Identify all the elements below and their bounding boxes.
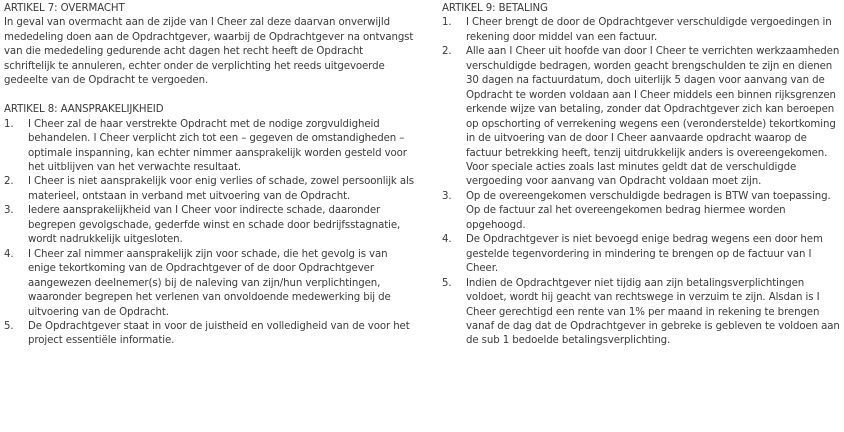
- item-number: 5.: [442, 277, 452, 289]
- item-text: I Cheer brengt de door de Opdrachtgever verschuldigde vergoedingen in rekening door middel van een factuur.: [466, 17, 832, 43]
- item-text: I Cheer zal nimmer aansprakelijk zijn voor schade, die het gevolg is van enige tekortkoming van de Opdrachtgever of de door Opdrachtgever aangewezen deelnemer(s) bij de naleving van zijn/hun verplichtingen, waaronder begrepen het verlenen van onvoldoende medewerking bij de uitvoering van de Opdracht.: [28, 248, 391, 318]
- right-column: [442, 2, 840, 349]
- item-number: 3.: [4, 205, 14, 217]
- item-number: 1.: [4, 118, 14, 130]
- article-7-heading: ARTIKEL 7: OVERMACHT: [4, 3, 125, 14]
- list-item: [442, 16, 840, 45]
- list-item: [4, 204, 414, 247]
- list-item: [442, 190, 840, 233]
- item-text: Indien de Opdrachtgever niet tijdig aan zijn betalingsverplichtingen voldoet, wordt hij geacht van rechtswege in verzuim te zijn. Alsdan is I Cheer gerechtigd een rente van 1% per maand in rekening te brengen vanaf de dag dat de Opdrachtgever in gebreke is gebleven te voldoen aan de sub 1 bedoelde betalingsverplichting.: [466, 277, 840, 347]
- item-number: 2.: [442, 46, 452, 58]
- list-item: [442, 45, 840, 190]
- left-column: [4, 2, 414, 349]
- item-text: I Cheer is niet aansprakelijk voor enig verlies of schade, zowel persoonlijk als materieel, ontstaan in verband met uitvoering van de Opdracht.: [28, 176, 414, 202]
- list-item: [442, 277, 840, 349]
- item-number: 4.: [442, 234, 452, 246]
- article-8-heading: ARTIKEL 8: AANSPRAKELIJKHEID: [4, 104, 164, 116]
- list-item: [4, 118, 414, 176]
- list-item: [4, 248, 414, 320]
- list-item: [442, 233, 840, 276]
- item-text: I Cheer zal de haar verstrekte Opdracht met de nodige zorgvuldigheid behandelen. I Cheer verplicht zich tot een – gegeven de omstandigheden – optimale inspanning, kan echter nimmer aansprakelijk worden gesteld voor het uitblijven van het verwachte resultaat.: [28, 118, 407, 173]
- item-number: 5.: [4, 320, 14, 332]
- spacer: [4, 89, 414, 103]
- article-9-heading: ARTIKEL 9: BETALING: [442, 3, 548, 14]
- item-number: 3.: [442, 190, 452, 202]
- item-number: 4.: [4, 248, 14, 260]
- item-text: De Opdrachtgever is niet bevoegd enige bedrag wegens een door hem gestelde tegenvordering in mindering te brengen op de factuur van I Cheer.: [466, 234, 823, 275]
- item-number: 2.: [4, 176, 14, 188]
- list-item: [4, 175, 414, 204]
- item-text: Op de overeengekomen verschuldigde bedragen is BTW van toepassing. Op de factuur zal het overeengekomen bedrag hiermee worden opgehoogd.: [466, 190, 831, 231]
- article-9-list: [442, 16, 840, 348]
- article-7-body: In geval van overmacht aan de zijde van I Cheer zal deze daarvan onverwijld mededeling doen aan de Opdrachtgever, waarbij de Opdrachtgever na ontvangst van die mededeling gedurende acht dagen het recht heeft de Opdracht schriftelijk te annuleren, echter onder de verplichting het reeds uitgevoerde gedeelte van de Opdracht te vergoeden.: [4, 17, 414, 87]
- list-item: [4, 320, 414, 349]
- item-text: De Opdrachtgever staat in voor de juistheid en volledigheid van de voor het project essentiële informatie.: [28, 320, 410, 347]
- item-text: Iedere aansprakelijkheid van I Cheer voor indirecte schade, daaronder begrepen gevolgschade, gederfde winst en schade door bedrijfsstagnatie, wordt nadrukkelijk uitgesloten.: [28, 205, 401, 246]
- item-number: 1.: [442, 17, 452, 29]
- item-text: Alle aan I Cheer uit hoofde van door I Cheer te verrichten werkzaamheden verschuldigde bedragen, worden geacht brengschulden te zijn en dienen 30 dagen na factuurdatum, doch uiterlijk 5 dagen voor aanvang van de Opdracht te worden voldaan aan I Cheer middels een binnen rijksgrenzen erkende wijze van betaling, zonder dat Opdrachtgever zich kan beroepen op opschorting of verrekening wegens een (veronderstelde) tekortkoming in de uitvoering van de door I Cheer aanvaarde opdracht waarop de factuur betrekking heeft, tenzij uitdrukkelijk anders is overeengekomen. Voor speciale acties zoals last minutes geldt dat de verschuldigde vergoeding voor aanvang van Opdracht voldaan moet zijn.: [466, 46, 840, 188]
- article-8-list: [4, 118, 414, 349]
